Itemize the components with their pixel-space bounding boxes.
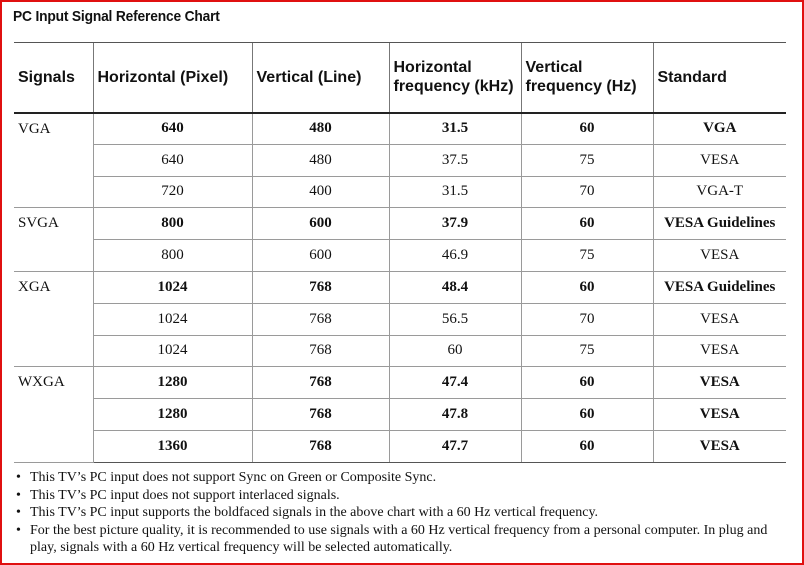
horizontal-pixel-cell: 640 — [93, 113, 252, 145]
standard-cell: VESA Guidelines — [653, 208, 786, 240]
table-row — [14, 113, 786, 145]
signal-name-cell: WXGA — [14, 367, 93, 462]
standard-cell: VESA — [653, 303, 786, 335]
standard-cell: VESA — [653, 430, 786, 462]
horizontal-pixel-cell: 800 — [93, 240, 252, 272]
signal-name-cell: XGA — [14, 271, 93, 366]
header-signals: Signals — [14, 43, 93, 113]
standard-cell: VESA — [653, 240, 786, 272]
horizontal-pixel-cell: 640 — [93, 144, 252, 176]
horizontal-frequency-cell: 31.5 — [389, 113, 521, 145]
standard-cell: VGA — [653, 113, 786, 145]
header-standard: Standard — [653, 43, 786, 113]
table-row — [14, 240, 786, 272]
horizontal-pixel-cell: 720 — [93, 176, 252, 208]
table-row — [14, 208, 786, 240]
vertical-line-cell: 600 — [252, 240, 389, 272]
vertical-line-cell: 768 — [252, 430, 389, 462]
table-row — [14, 430, 786, 462]
notes-list — [16, 469, 788, 557]
vertical-frequency-cell: 60 — [521, 367, 653, 399]
horizontal-frequency-cell: 37.9 — [389, 208, 521, 240]
horizontal-pixel-cell: 1024 — [93, 303, 252, 335]
vertical-frequency-cell: 75 — [521, 335, 653, 367]
note-item: • This TV’s PC input does not support interlaced signals. — [16, 487, 788, 505]
horizontal-frequency-cell: 60 — [389, 335, 521, 367]
header-vertical-line: Vertical (Line) — [252, 43, 389, 113]
table-row — [14, 303, 786, 335]
horizontal-frequency-cell: 47.4 — [389, 367, 521, 399]
header-horizontal-pixel: Horizontal (Pixel) — [93, 43, 252, 113]
vertical-frequency-cell: 60 — [521, 113, 653, 145]
signal-name-cell: VGA — [14, 113, 93, 208]
horizontal-frequency-cell: 47.7 — [389, 430, 521, 462]
horizontal-pixel-cell: 1024 — [93, 335, 252, 367]
table-row — [14, 335, 786, 367]
horizontal-frequency-cell: 48.4 — [389, 271, 521, 303]
vertical-frequency-cell: 70 — [521, 176, 653, 208]
standard-cell: VGA-T — [653, 176, 786, 208]
note-item: • For the best picture quality, it is recommended to use signals with a 60 Hz vertical frequency from a personal computer. In plug and play, signals with a 60 Hz vertical frequency will be selected automatically. — [16, 522, 788, 557]
vertical-frequency-cell: 60 — [521, 271, 653, 303]
vertical-line-cell: 600 — [252, 208, 389, 240]
horizontal-pixel-cell: 1024 — [93, 271, 252, 303]
horizontal-frequency-cell: 37.5 — [389, 144, 521, 176]
horizontal-pixel-cell: 1280 — [93, 399, 252, 431]
header-vertical-frequency: Vertical frequency (Hz) — [521, 43, 653, 113]
table-row — [14, 144, 786, 176]
horizontal-frequency-cell: 47.8 — [389, 399, 521, 431]
vertical-frequency-cell: 60 — [521, 208, 653, 240]
header-row — [14, 43, 786, 113]
standard-cell: VESA Guidelines — [653, 271, 786, 303]
note-item: • This TV’s PC input supports the boldfaced signals in the above chart with a 60 Hz vertical frequency. — [16, 504, 788, 522]
table-row — [14, 367, 786, 399]
standard-cell: VESA — [653, 144, 786, 176]
vertical-frequency-cell: 75 — [521, 144, 653, 176]
vertical-line-cell: 768 — [252, 271, 389, 303]
vertical-line-cell: 480 — [252, 113, 389, 145]
page-title: PC Input Signal Reference Chart — [13, 8, 220, 25]
signal-reference-table — [14, 42, 786, 463]
horizontal-frequency-cell: 56.5 — [389, 303, 521, 335]
vertical-frequency-cell: 75 — [521, 240, 653, 272]
vertical-line-cell: 768 — [252, 399, 389, 431]
vertical-line-cell: 400 — [252, 176, 389, 208]
table-row — [14, 176, 786, 208]
horizontal-frequency-cell: 46.9 — [389, 240, 521, 272]
vertical-frequency-cell: 60 — [521, 399, 653, 431]
vertical-line-cell: 768 — [252, 335, 389, 367]
table-row — [14, 399, 786, 431]
standard-cell: VESA — [653, 335, 786, 367]
vertical-line-cell: 768 — [252, 303, 389, 335]
standard-cell: VESA — [653, 399, 786, 431]
horizontal-frequency-cell: 31.5 — [389, 176, 521, 208]
vertical-frequency-cell: 60 — [521, 430, 653, 462]
table-row — [14, 271, 786, 303]
header-horizontal-frequency: Horizontal frequency (kHz) — [389, 43, 521, 113]
signal-name-cell: SVGA — [14, 208, 93, 272]
horizontal-pixel-cell: 1280 — [93, 367, 252, 399]
note-item: • This TV’s PC input does not support Sync on Green or Composite Sync. — [16, 469, 788, 487]
vertical-frequency-cell: 70 — [521, 303, 653, 335]
horizontal-pixel-cell: 1360 — [93, 430, 252, 462]
vertical-line-cell: 480 — [252, 144, 389, 176]
standard-cell: VESA — [653, 367, 786, 399]
vertical-line-cell: 768 — [252, 367, 389, 399]
horizontal-pixel-cell: 800 — [93, 208, 252, 240]
